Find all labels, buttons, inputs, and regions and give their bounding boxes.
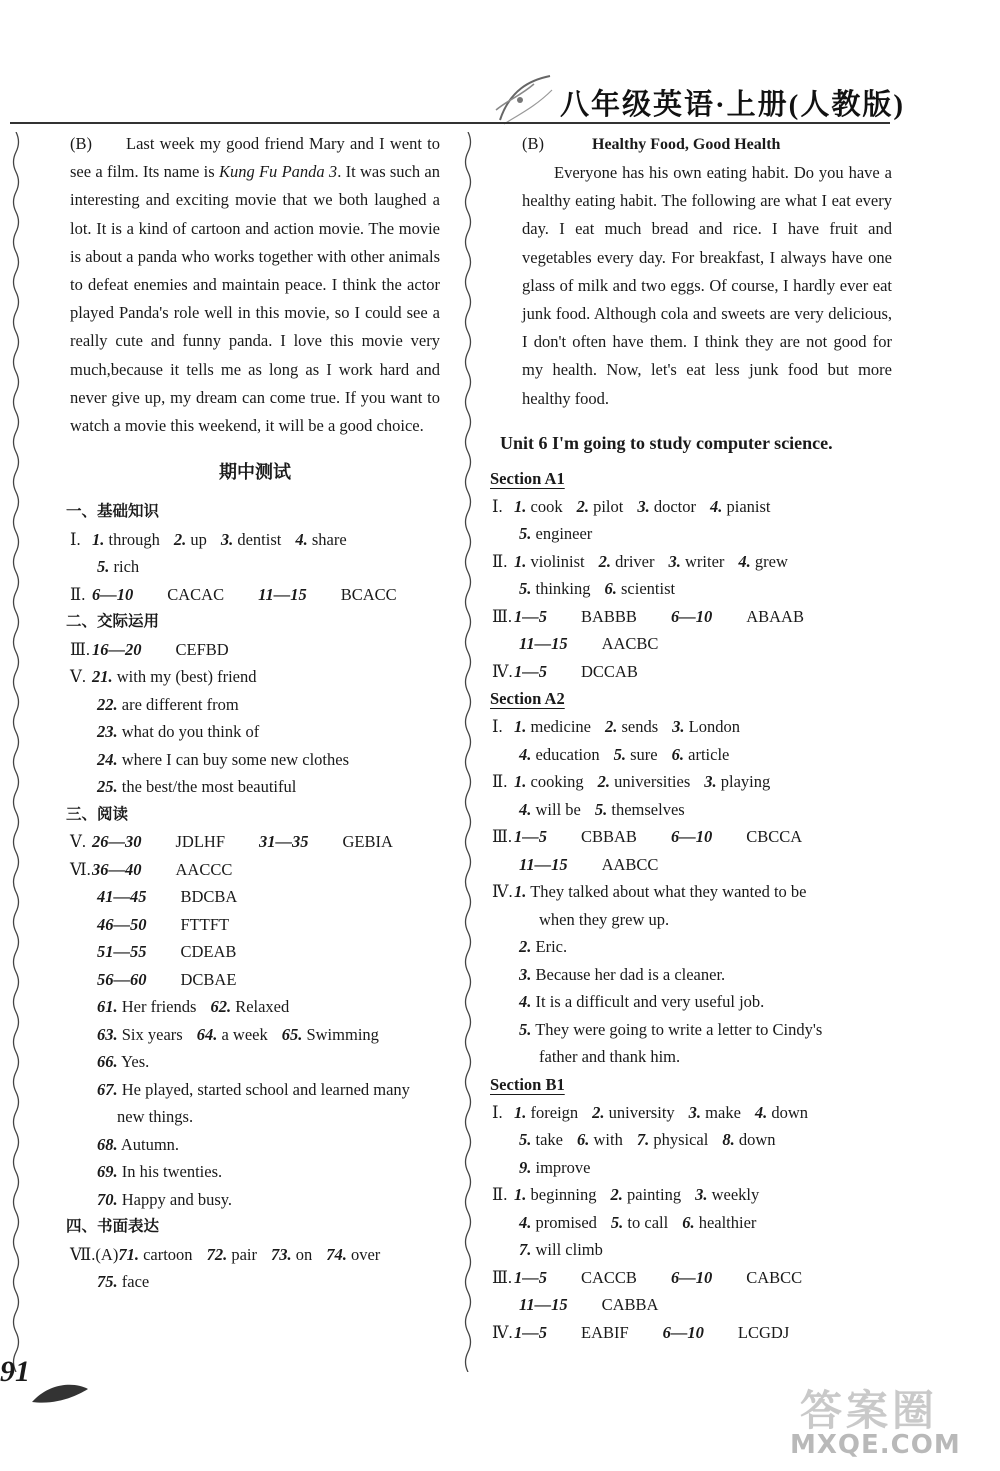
q-num: 61.	[97, 997, 118, 1017]
header-rule	[10, 122, 890, 124]
q-num: 62.	[210, 997, 232, 1017]
q-num: 1.	[514, 496, 527, 516]
answer-line	[70, 966, 440, 994]
answer: over	[350, 1244, 381, 1264]
answers: CBBAB	[581, 827, 637, 847]
answers: DCBAE	[180, 969, 237, 989]
q-num: 1.	[514, 772, 527, 792]
q-num: 25.	[97, 777, 118, 797]
range: 41—45	[97, 887, 147, 907]
answer: improve	[535, 1157, 591, 1177]
q-num: 2.	[576, 496, 589, 516]
roman-numeral: Ⅳ.	[492, 1322, 513, 1342]
q-num: 3.	[695, 1185, 708, 1205]
answer: weekly	[711, 1185, 760, 1205]
midterm-title: 期中测试	[219, 462, 291, 484]
answers: AABCC	[601, 854, 659, 874]
q-num: 4.	[738, 551, 751, 571]
range: 1—5	[514, 827, 547, 847]
q-num: 66.	[97, 1052, 118, 1072]
q-num: 2.	[592, 1102, 605, 1122]
answer-line	[70, 691, 440, 719]
answer-line	[492, 603, 892, 631]
answer: scientist	[621, 579, 676, 599]
range: 11—15	[519, 634, 568, 654]
answer: Relaxed	[235, 997, 290, 1017]
range: 26—30	[92, 832, 142, 852]
answer: share	[311, 529, 347, 549]
answer: Swimming	[306, 1024, 379, 1044]
section-b1-title: Section B1	[490, 1074, 565, 1094]
answer: universities	[614, 772, 691, 792]
answer: They talked about what they wanted to be	[530, 882, 807, 902]
q-num: 5.	[610, 1212, 624, 1232]
section-reading: 三、阅读	[66, 804, 129, 823]
roman-numeral: Ⅱ.	[492, 772, 508, 792]
answer-line	[492, 520, 892, 548]
answer: medicine	[530, 717, 591, 737]
left-margin-border	[10, 132, 22, 1372]
q-num: 73.	[270, 1244, 292, 1264]
q-num: 3.	[668, 551, 681, 571]
article-text-2: . It was such an interesting and exciting movie that we both laughed a lot. It is a kind of cartoon and action movie. The movie is about a panda who works together with other animals to defeat enemies and maintain peace. I think the actor played Panda's role well in this movie, so I could see a really cute and funny panda. I love this movie very much,because it tells me as long as I work hard and never give up, my dream can come true. If you want to watch a movie this weekend, it will be a good choice.	[70, 162, 440, 436]
q-num: 5.	[613, 744, 627, 764]
answers: BCACC	[340, 584, 397, 604]
q-num: 24.	[97, 749, 118, 769]
answers: CABBA	[601, 1295, 659, 1315]
answer-line	[492, 658, 892, 686]
range: 1—5	[514, 606, 547, 626]
answer: what do you think of	[121, 722, 260, 742]
q-num: 1.	[514, 882, 527, 902]
answer: sends	[621, 717, 659, 737]
answer-line	[492, 1264, 892, 1292]
answer-line	[492, 493, 892, 521]
roman-numeral: Ⅴ.	[70, 832, 87, 852]
answer: to call	[627, 1212, 669, 1232]
article-label: (B)	[70, 134, 92, 153]
answer-line	[492, 1154, 892, 1182]
roman-numeral: Ⅳ.	[492, 882, 513, 902]
range: 6—10	[670, 827, 713, 847]
answer-line	[492, 1291, 892, 1319]
q-num: 3.	[637, 496, 650, 516]
answers: EABIF	[581, 1322, 629, 1342]
answer-line	[70, 526, 440, 554]
answer-line	[492, 1236, 892, 1264]
answer-line	[492, 768, 892, 796]
article-b-left	[70, 130, 440, 440]
right-column	[492, 130, 892, 1346]
q-num: 5.	[519, 524, 532, 544]
answer-line	[492, 988, 892, 1016]
q-num: 72.	[206, 1244, 228, 1264]
leaf-ornament-icon	[30, 1372, 90, 1412]
q-num: 6.	[682, 1212, 695, 1232]
answers: DCCAB	[581, 661, 638, 681]
answer-line	[492, 575, 892, 603]
answer: writer	[685, 551, 725, 571]
q-num: 4.	[295, 529, 308, 549]
range: 56—60	[97, 969, 147, 989]
article-text-1: Last week my good friend Mary and I went to see a film. Its name is	[70, 134, 440, 182]
answer-line	[492, 823, 892, 851]
answer: a week	[221, 1024, 268, 1044]
article-label: (B)	[522, 134, 544, 153]
q-num: 75.	[97, 1272, 118, 1292]
answer: take	[535, 1130, 563, 1150]
answer: It is a difficult and very useful job.	[535, 992, 765, 1012]
answer: article	[688, 744, 730, 764]
answer-line	[70, 828, 440, 856]
answer: rich	[113, 557, 140, 577]
section-a2-title: Section A2	[490, 689, 565, 709]
q-num: 23.	[97, 722, 118, 742]
range: 46—50	[97, 914, 147, 934]
q-num: 2.	[610, 1185, 623, 1205]
answers: AACBC	[601, 634, 659, 654]
answer: grew	[754, 551, 788, 571]
answer-line	[70, 1021, 440, 1049]
q-num: 71.	[118, 1244, 139, 1264]
answer: painting	[627, 1185, 682, 1205]
range: 6—10	[662, 1322, 704, 1342]
answer-line	[492, 1181, 892, 1209]
answer-line	[70, 553, 440, 581]
answers: JDLHF	[175, 832, 226, 852]
answer-line	[70, 663, 440, 691]
roman-numeral: Ⅰ.	[492, 717, 503, 737]
answer-line	[70, 1268, 440, 1296]
answer: promised	[535, 1212, 597, 1232]
answer-line	[492, 933, 892, 961]
answers: CDEAB	[180, 942, 237, 962]
answer-line	[492, 713, 892, 741]
answer-line	[492, 548, 892, 576]
range: 11—15	[258, 584, 307, 604]
header-ornament-icon	[490, 70, 556, 130]
answers: CACCB	[581, 1267, 637, 1287]
section-writing: 四、书面表达	[66, 1217, 160, 1236]
answer: playing	[720, 772, 771, 792]
answer: father and thank him.	[539, 1047, 681, 1067]
answer-line	[492, 1099, 892, 1127]
answer: engineer	[535, 524, 593, 544]
answer: pair	[231, 1244, 257, 1264]
q-num: 1.	[514, 551, 527, 571]
answer: will climb	[535, 1240, 603, 1260]
answer-line	[70, 746, 440, 774]
q-num: 8.	[722, 1130, 735, 1150]
roman-numeral: Ⅲ.	[492, 827, 513, 847]
q-num: 4.	[710, 496, 723, 516]
answer: doctor	[653, 496, 696, 516]
answer: themselves	[611, 799, 685, 819]
answer: Her friends	[121, 997, 197, 1017]
answer-line	[492, 1016, 892, 1044]
answer-line	[70, 718, 440, 746]
range: 11—15	[519, 854, 568, 874]
answer-line	[70, 1131, 440, 1159]
q-num: 5.	[519, 1130, 532, 1150]
left-column	[66, 130, 440, 1296]
answer-line	[492, 1319, 892, 1347]
roman-numeral: Ⅰ.	[492, 1102, 503, 1122]
q-num: 3.	[220, 529, 234, 549]
q-num: 70.	[97, 1189, 118, 1209]
q-num: 3.	[704, 772, 717, 792]
answers: ABAAB	[746, 606, 804, 626]
answer: through	[108, 529, 160, 549]
range: 6—10	[670, 606, 713, 626]
answers: CABCC	[746, 1267, 803, 1287]
watermark-site: MXQE.COM	[790, 1430, 961, 1460]
answer: In his twenties.	[121, 1162, 223, 1182]
q-num: 4.	[754, 1102, 768, 1122]
article-b-right: Everyone has his own eating habit. Do you have a healthy eating habit. The following are what I eat every day. I eat much bread and rice. I have fruit and vegetables every day. For breakfast, I always have one glass of milk and two eggs. Of course, I hardly ever eat junk food. Although cola and sweets are very delicious, I don't often have them. I think they are not good for my health. Now, let's eat less junk food but more healthy food.	[522, 163, 892, 408]
answer: Because her dad is a cleaner.	[535, 964, 726, 984]
answer-line	[70, 1158, 440, 1186]
part-label: (A)	[95, 1244, 119, 1264]
answer: healthier	[698, 1212, 757, 1232]
q-num: 68.	[97, 1134, 118, 1154]
q-num: 7.	[519, 1240, 532, 1260]
q-num: 5.	[519, 579, 532, 599]
answer: cartoon	[143, 1244, 193, 1264]
answer: education	[535, 744, 600, 764]
answer: with	[593, 1130, 623, 1150]
q-num: 3.	[672, 717, 685, 737]
q-num: 5.	[97, 557, 110, 577]
article-title: Healthy Food, Good Health	[592, 136, 781, 153]
answer: thinking	[535, 579, 591, 599]
range: 31—35	[259, 832, 309, 852]
range: 36—40	[92, 859, 142, 879]
answer-line	[492, 878, 892, 906]
page-number: 91	[0, 1355, 30, 1388]
answer-line	[492, 851, 892, 879]
column-divider	[462, 132, 474, 1372]
answer-line	[492, 961, 892, 989]
answer: violinist	[530, 551, 585, 571]
q-num: 1.	[514, 1185, 527, 1205]
q-num: 67.	[97, 1079, 118, 1099]
q-num: 5.	[519, 1019, 532, 1039]
q-num: 21.	[92, 667, 113, 687]
q-num: 7.	[636, 1130, 650, 1150]
range: 51—55	[97, 942, 147, 962]
roman-numeral: Ⅰ.	[492, 496, 503, 516]
answer-line	[492, 796, 892, 824]
answer: down	[738, 1130, 776, 1150]
q-num: 9.	[519, 1157, 532, 1177]
roman-numeral: Ⅱ.	[70, 584, 86, 604]
q-num: 2.	[597, 772, 611, 792]
answer-line	[70, 993, 440, 1021]
q-num: 65.	[281, 1024, 303, 1044]
unit-title: Unit 6 I'm going to study computer science.	[500, 432, 833, 453]
answer-line	[70, 883, 440, 911]
answer: London	[688, 717, 740, 737]
q-num: 1.	[514, 717, 527, 737]
answers: CEFBD	[175, 639, 229, 659]
answers: GEBIA	[342, 832, 393, 852]
answer: new things.	[117, 1107, 194, 1127]
answers: AACCC	[175, 859, 233, 879]
section-communication: 二、交际运用	[66, 612, 160, 631]
header-title: 八年级英语·上册(人教版)	[560, 89, 905, 121]
q-num: 22.	[97, 694, 118, 714]
roman-numeral: Ⅰ.	[70, 529, 81, 549]
answer-line	[492, 906, 892, 934]
answer: with my (best) friend	[116, 667, 257, 687]
roman-numeral: Ⅱ.	[492, 1185, 508, 1205]
answer-line	[492, 741, 892, 769]
q-num: 3.	[519, 964, 532, 984]
q-num: 4.	[519, 992, 532, 1012]
answer: cook	[530, 496, 563, 516]
answer-line	[70, 856, 440, 884]
answer-line	[70, 938, 440, 966]
answer: face	[121, 1272, 150, 1292]
q-num: 74.	[326, 1244, 347, 1264]
q-num: 1.	[514, 1102, 527, 1122]
answer: the best/the most beautiful	[121, 777, 297, 797]
range: 1—5	[514, 1267, 547, 1287]
answer: physical	[653, 1130, 709, 1150]
answer: Yes.	[121, 1052, 150, 1072]
q-num: 6.	[576, 1130, 590, 1150]
q-num: 4.	[519, 1212, 532, 1232]
roman-numeral: Ⅲ.	[70, 639, 91, 659]
answers: BDCBA	[180, 887, 238, 907]
q-num: 2.	[173, 529, 187, 549]
answer: university	[608, 1102, 675, 1122]
answer: Eric.	[535, 937, 568, 957]
q-num: 6.	[671, 744, 685, 764]
answer: where I can buy some new clothes	[121, 749, 350, 769]
answer-line	[70, 1103, 440, 1131]
answer-line	[70, 773, 440, 801]
film-title: Kung Fu Panda 3	[218, 162, 338, 182]
roman-numeral: Ⅴ.	[70, 667, 87, 687]
q-num: 3.	[688, 1102, 702, 1122]
answer: up	[190, 529, 207, 549]
answers: BABBB	[581, 606, 637, 626]
answer: driver	[615, 551, 655, 571]
answers: CBCCA	[746, 827, 803, 847]
answer: pianist	[726, 496, 771, 516]
watermark-logo: 答案圈	[800, 1386, 939, 1435]
answer-line	[492, 1043, 892, 1071]
q-num: 64.	[196, 1024, 218, 1044]
roman-numeral: Ⅵ.	[70, 859, 91, 879]
answer: Autumn.	[120, 1134, 180, 1154]
answer: on	[295, 1244, 313, 1264]
q-num: 4.	[519, 799, 532, 819]
range: 16—20	[92, 639, 142, 659]
answer: sure	[630, 744, 658, 764]
answer: cooking	[530, 772, 584, 792]
roman-numeral: Ⅶ.	[70, 1244, 96, 1264]
q-num: 69.	[97, 1162, 118, 1182]
answer: make	[705, 1102, 741, 1122]
range: 6—10	[92, 584, 134, 604]
article-b-heading	[522, 130, 892, 159]
answer: beginning	[530, 1185, 597, 1205]
answer-line	[70, 1186, 440, 1214]
answers: LCGDJ	[737, 1322, 790, 1342]
answer-line	[70, 1048, 440, 1076]
answer: dentist	[237, 529, 282, 549]
section-a1-title: Section A1	[490, 468, 565, 488]
answer-line	[70, 581, 440, 609]
q-num: 4.	[519, 744, 532, 764]
section-basic-knowledge: 一、基础知识	[66, 502, 160, 521]
answer: pilot	[593, 496, 624, 516]
roman-numeral: Ⅳ.	[492, 661, 513, 681]
q-num: 2.	[519, 937, 532, 957]
answer: He played, started school and learned many	[121, 1079, 410, 1099]
answers: FTTFT	[180, 914, 230, 934]
range: 1—5	[514, 661, 547, 681]
answer-line	[70, 911, 440, 939]
answer-line	[492, 1209, 892, 1237]
answer: Six years	[121, 1024, 183, 1044]
roman-numeral: Ⅱ.	[492, 551, 508, 571]
q-num: 63.	[97, 1024, 118, 1044]
answer-line	[492, 1126, 892, 1154]
answer: will be	[535, 799, 581, 819]
answer: Happy and busy.	[121, 1189, 233, 1209]
range: 11—15	[519, 1295, 568, 1315]
answer: foreign	[530, 1102, 579, 1122]
answer-line	[70, 1241, 440, 1269]
q-num: 2.	[604, 717, 618, 737]
q-num: 1.	[92, 529, 105, 549]
roman-numeral: Ⅲ.	[492, 606, 513, 626]
answer-line	[492, 630, 892, 658]
roman-numeral: Ⅲ.	[492, 1267, 513, 1287]
answer-line	[70, 636, 440, 664]
answer-line	[70, 1076, 440, 1104]
q-num: 5.	[594, 799, 608, 819]
answers: CACAC	[167, 584, 225, 604]
range: 6—10	[670, 1267, 713, 1287]
answer: are different from	[121, 694, 239, 714]
q-num: 6.	[604, 579, 617, 599]
answer: They were going to write a letter to Cindy's	[535, 1019, 823, 1039]
answer: when they grew up.	[539, 909, 670, 929]
answer: down	[771, 1102, 809, 1122]
range: 1—5	[514, 1322, 547, 1342]
q-num: 2.	[598, 551, 611, 571]
